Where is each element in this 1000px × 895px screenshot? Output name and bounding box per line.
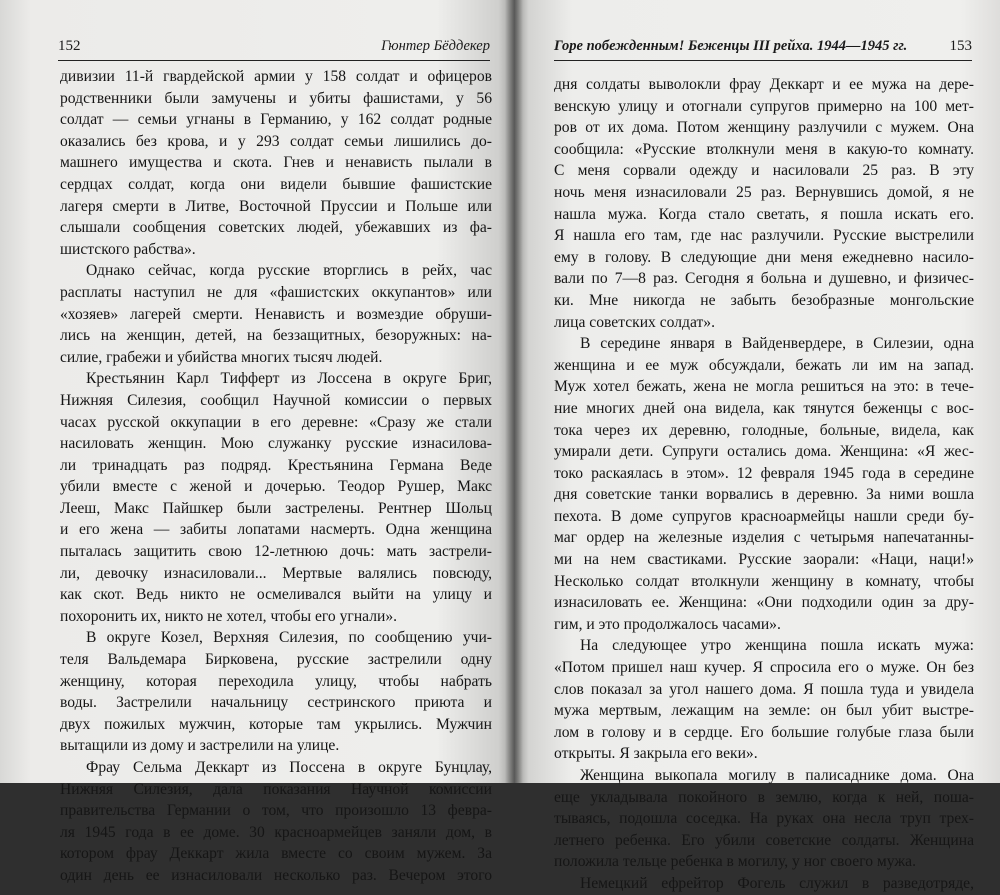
text-line: Муж хотел бежать, жена не могла решиться на это: в тече- (554, 378, 974, 396)
text-line: еще укладывала покойного в землю, когда к ней, поша- (554, 788, 974, 806)
text-line: нашла мужа. Когда стало светать, я пошла искать его. (554, 205, 974, 223)
text-line: тока через их деревню, голодные, больные, видела, как (554, 421, 974, 439)
text-line: ли тринадцать раз подряд. Крестьянина Германа Веде (60, 456, 492, 474)
text-line: пехота. В доме супругов красноармейцы нашли среди бу- (554, 507, 974, 525)
text-line: и его жена — забиты лопатами насмерть. Одна женщина (60, 521, 492, 539)
text-line: лица советских солдат». (554, 313, 716, 331)
text-line: часах русской оккупации в его деревне: «Сразу же стали (60, 413, 492, 431)
text-line: ему в голову. В следующие дни меня ежедневно насило- (554, 248, 974, 266)
text-line: летнего ребенка. Его убили советские солдаты. Женщина (554, 831, 974, 849)
text-line: токо раскаялась в этом». 12 февраля 1945 года в середине (554, 464, 974, 482)
left-page-text (60, 66, 492, 887)
text-line: Немецкий ефрейтор Фогель служил в разведотряде, (580, 874, 974, 892)
book-gutter-shadow (505, 0, 523, 783)
text-line: мужа мертвым, лежащим на земле: он был убит выстре- (554, 702, 974, 720)
right-page-text (554, 74, 974, 895)
text-line: В середине января в Вайденвердере, в Силезии, одна (580, 335, 974, 353)
text-line: положила тельце ребенка в могилу, у ног своего мужа. (554, 853, 916, 871)
text-line: сердцах солдат, когда они видели бывшие фашистские (60, 175, 492, 193)
text-line: двух пожилых мужчин, которые там укрылись. Мужчин (60, 715, 492, 733)
text-line: правительства Германии о том, что произошло 13 февра- (60, 802, 492, 820)
text-line: открыты. Я закрыла его веки». (554, 745, 758, 763)
right-page-number: 153 (949, 38, 972, 54)
text-line: воды. Застрелили начальницу сестринского приюта и (60, 694, 492, 712)
text-line: Фрау Сельма Деккарт из Поссена в округе Бунцлау, (86, 759, 492, 776)
text-line: похоронить их, никто не хотел, чтобы его угнали». (60, 607, 398, 625)
text-line: Крестьянин Карл Тифферт из Лоссена в округе Бриг, (86, 370, 492, 388)
text-line: Несколько солдат втолкнули женщину в комнату, чтобы (554, 572, 974, 590)
text-line: В округе Козел, Верхняя Силезия, по сообщению учи- (86, 629, 492, 647)
text-line: силие, грабежи и убийства многих тысяч людей. (60, 348, 383, 366)
text-line: ми на нем свастиками. Русские заорали: «Наци, наци!» (554, 551, 974, 569)
text-line: один день ее изнасиловали несколько раз. Вечером этого (60, 866, 492, 884)
text-line: Женщина выкопала могилу в палисаднике дома. Она (580, 767, 974, 784)
text-line: дивизии 11-й гвардейской армии у 158 солдат и офицеров (60, 68, 492, 85)
text-line: солдат — семьи угнаны в Германию, у 162 солдат родные (60, 111, 492, 129)
text-line: маг ордер на железные изделия с четырьмя напечатанны- (554, 529, 974, 547)
text-line: лагеря смерти в Литве, Восточной Пруссии и Польше или (60, 197, 492, 215)
text-line: дня советские танки ворвались в деревню. За ними вошла (554, 486, 974, 504)
text-line: ки. Мне никогда не забыть безобразные монгольские (554, 291, 974, 309)
text-line: сообщила: «Русские втолкнули меня в какую-то комнату. (554, 140, 974, 158)
text-line: слышали сообщения советских людей, убежавших из фа- (60, 219, 492, 237)
text-line: женщина и ее муж обсуждали, бежать ли им на запад. (554, 356, 974, 374)
text-line: котором фрау Деккарт жила вместе со своим мужем. За (60, 845, 492, 863)
text-line: вытащили из дому и застрелили на улице. (60, 737, 340, 755)
text-line: Лееш, Макс Пайшкер были застрелены. Рентнер Шольц (60, 499, 492, 517)
text-line: Нижняя Силезия, сообщил Научной комиссии о первых (60, 391, 492, 409)
text-line: насиловать женщин. Мою служанку русские изнасилова- (60, 435, 492, 453)
text-line: умирали дети. Супруги остались дома. Женщина: «Я жес- (554, 443, 974, 461)
text-line: машнего имущества и скота. Гнев и ненависть пылали в (60, 154, 492, 172)
text-line: лом в голову и в сердце. Его большие голубые глаза были (554, 723, 974, 741)
text-line: изнасиловать ее. Женщина: «Они подходили один за дру- (554, 594, 974, 612)
text-line: пыталась защитить свою 12-летнюю дочь: мать застрели- (60, 543, 492, 561)
text-line: гим, и это продолжалось часами». (554, 615, 781, 633)
text-line: тываясь, подошла соседка. На руках она несла труп трех- (554, 810, 974, 828)
text-line: теля Вальдемара Бирковена, русские застрелили одну (60, 651, 492, 669)
text-line: С меня сорвали одежду и насиловали 25 раз. В эту (554, 162, 974, 180)
right-running-head: Горе побежденным! Беженцы III рейха. 1944—1945 гг. (554, 38, 908, 54)
text-line: шистского рабства». (60, 240, 196, 258)
right-page-header (554, 38, 972, 61)
text-line: ние многих дней она видела, как тянутся беженцы с вос- (554, 399, 974, 417)
left-page-header (58, 38, 490, 61)
text-line: дня солдаты выволокли фрау Деккарт и ее мужа на дере- (554, 76, 974, 93)
text-line: «Потом пришел наш кучер. Я спросила его о муже. Он без (554, 659, 974, 677)
text-line: «хозяев» лагерей смерти. Ненависть и возмездие обруши- (60, 305, 492, 323)
text-line: как скот. Ведь никто не осмеливался выйти на улицу и (60, 586, 492, 604)
text-line: лись на женщин, детей, на беззащитных, безоружных: на- (60, 327, 492, 345)
text-line: ли, девочку изнасиловали... Мертвые валялись повсюду, (60, 564, 492, 582)
right-page (514, 0, 1000, 892)
text-line: расплаты наступил не для «фашистских оккупантов» или (60, 283, 492, 301)
text-line: оказались без крова, и у 293 солдат семьи лишились до- (60, 132, 492, 150)
text-line: женщину, которая переходила улицу, чтобы набрать (60, 672, 492, 690)
text-line: ночь меня изнасиловали 25 раз. Вернувшись домой, я не (554, 183, 974, 201)
text-line: Нижняя Силезия, дала показания Научной комиссии (60, 780, 492, 798)
left-running-head: Гюнтер Бёддекер (381, 38, 490, 54)
text-line: Я нашла его там, где нас разлучили. Русские выстрелили (554, 227, 974, 245)
text-line: На следующее утро женщина пошла искать мужа: (580, 637, 974, 655)
text-line: вали по 7—8 раз. Сегодня я больна и душевно, и физичес- (554, 270, 974, 288)
text-line: слов показал за угол нашего дома. Я пошла туда и увидела (554, 680, 974, 698)
text-line: родственники были замучены и убиты фашистами, у 56 (60, 89, 492, 107)
text-line: убили вместе с женой и дочерью. Теодор Рушер, Макс (60, 478, 492, 496)
text-line: ля 1945 года в ее доме. 30 красноармейцев заняли дом, в (60, 823, 492, 841)
text-line: Однако сейчас, когда русские вторглись в рейх, час (86, 262, 492, 280)
left-page-number: 152 (58, 38, 81, 54)
text-line: ров от их дома. Потом женщину разлучили с мужем. Она (554, 119, 974, 137)
text-line: венскую улицу и отогнали супругов примерно на 100 мет- (554, 97, 974, 115)
